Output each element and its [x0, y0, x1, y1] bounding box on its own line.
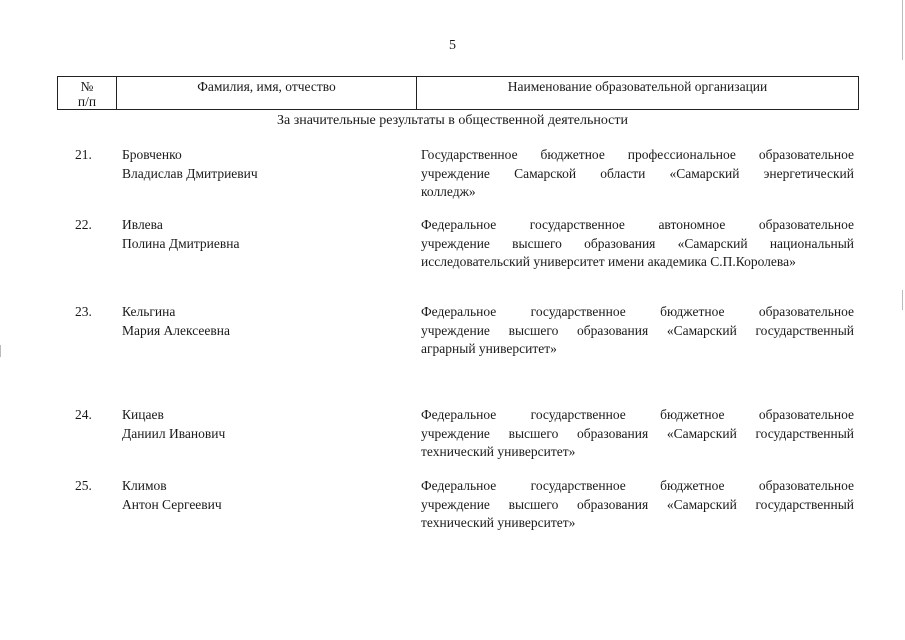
person-name [122, 216, 402, 253]
row-number: 24. [75, 407, 92, 422]
person-given-names: Мария Алексеевна [122, 322, 230, 338]
person-surname: Бровченко [122, 147, 182, 162]
organization-name [421, 216, 854, 272]
table-header [57, 76, 859, 110]
row-number: 25. [75, 478, 92, 493]
page-number: 5 [449, 38, 456, 53]
row-number: 21. [75, 147, 92, 162]
organization-line: Федеральное государственное бюджетное образовательное [421, 478, 854, 493]
person-surname: Кицаев [122, 407, 164, 422]
organization-line: учреждение высшего образования «Самарский государственный [421, 322, 854, 338]
organization-line: технический университет» [421, 444, 576, 459]
organization-line: Федеральное государственное бюджетное образовательное [421, 304, 854, 319]
organization-name [421, 303, 854, 359]
row-number: 22. [75, 217, 92, 232]
person-name [122, 303, 402, 340]
person-name [122, 146, 402, 183]
organization-line: Федеральное государственное автономное образовательное [421, 217, 854, 232]
scan-edge-mark [902, 290, 903, 310]
organization-line: колледж» [421, 184, 476, 199]
organization-line: Государственное бюджетное профессиональное образовательное [421, 147, 854, 162]
row-number: 23. [75, 304, 92, 319]
person-name [122, 477, 402, 514]
organization-line: учреждение высшего образования «Самарский государственный [421, 425, 854, 441]
header-number-column [58, 77, 117, 109]
header-name-column: Фамилия, имя, отчество [117, 77, 417, 109]
section-title: За значительные результаты в общественной деятельности [276, 113, 629, 128]
organization-name [421, 406, 854, 462]
organization-line: технический университет» [421, 515, 576, 530]
organization-name [421, 477, 854, 533]
header-organization-column: Наименование образовательной организации [507, 79, 768, 94]
header-number-symbol: № [80, 79, 94, 94]
organization-name [421, 146, 854, 202]
person-given-names: Владислав Дмитриевич [122, 165, 258, 181]
person-surname: Кельгина [122, 304, 176, 319]
organization-line: исследовательский университет имени академика С.П.Королева» [421, 254, 796, 269]
organization-line: Федеральное государственное бюджетное образовательное [421, 407, 854, 422]
organization-line: учреждение высшего образования «Самарский национальный [421, 235, 854, 251]
person-given-names: Полина Дмитриевна [122, 235, 240, 251]
organization-line: аграрный университет» [421, 341, 557, 356]
person-name [122, 406, 402, 443]
person-surname: Ивлева [122, 217, 163, 232]
organization-line: учреждение Самарской области «Самарский энергетический [421, 165, 854, 181]
person-given-names: Антон Сергеевич [122, 496, 222, 512]
person-given-names: Даниил Иванович [122, 425, 226, 441]
scan-edge-mark [902, 0, 903, 60]
organization-line: учреждение высшего образования «Самарский государственный [421, 496, 854, 512]
scan-edge-mark [0, 345, 1, 357]
person-surname: Климов [122, 478, 167, 493]
header-number-abbrev: п/п [77, 94, 97, 109]
